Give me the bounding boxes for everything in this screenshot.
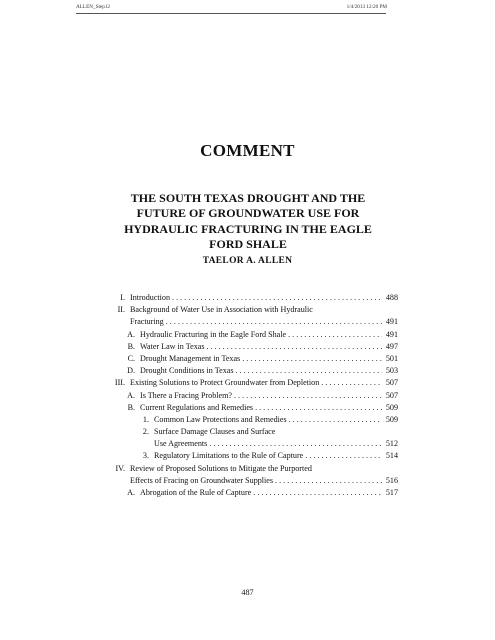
article-title (108, 191, 388, 253)
toc-entry-text: Water Law in Texas (140, 341, 205, 351)
toc-entry (103, 316, 398, 328)
toc-entry-text: Background of Water Use in Association with Hydraulic (130, 305, 313, 315)
dot-leader (206, 341, 382, 353)
toc-entry (103, 390, 398, 402)
dot-leader (172, 292, 382, 304)
table-of-contents (103, 292, 398, 499)
toc-entry-text: Surface Damage Clauses and Surface (154, 427, 276, 437)
toc-entry (103, 365, 398, 377)
toc-entry (103, 377, 398, 389)
toc-entry-text: Hydraulic Fracturing in the Eagle Ford Shale (140, 329, 287, 339)
toc-entry-number: 3. (142, 451, 149, 461)
toc-entry-page: 507 (385, 378, 398, 388)
toc-entry-text: Common Law Protections and Remedies (154, 414, 287, 424)
title-line: THE SOUTH TEXAS DROUGHT AND THE (130, 191, 366, 205)
toc-entry-line (140, 390, 398, 402)
toc-entry-line (154, 438, 398, 450)
toc-entry-text: Existing Solutions to Protect Groundwater from Depletion (130, 378, 320, 388)
toc-entry-number: A. (127, 488, 135, 497)
dot-leader (236, 365, 383, 377)
toc-entry-number: 1. (142, 414, 149, 424)
toc-entry-page: 517 (385, 488, 398, 497)
toc-entry-text: Abrogation of the Rule of Capture (140, 488, 252, 497)
toc-entry-line (154, 414, 398, 426)
toc-entry-text: Use Agreements (154, 439, 208, 449)
toc-entry-number: 2. (142, 427, 149, 437)
toc-entry-line (140, 341, 398, 353)
toc-entry-line (140, 402, 398, 414)
toc-entry-text: Introduction (130, 293, 171, 302)
dot-leader (166, 316, 382, 328)
toc-entry-text: Is There a Fracing Problem? (140, 390, 232, 400)
toc-entry-number: C. (127, 353, 135, 363)
toc-entry-line (140, 329, 398, 341)
toc-entry-line (130, 377, 398, 389)
toc-entry-text: Effects of Fracing on Groundwater Supplies (130, 475, 274, 485)
toc-entry-line (154, 450, 398, 462)
toc-entry-line (140, 487, 398, 499)
toc-entry-line (130, 475, 398, 487)
toc-entry-number: B. (127, 402, 135, 412)
toc-entry-number: III. (114, 378, 125, 388)
toc-entry-page: 516 (385, 475, 398, 485)
toc-entry-page: 497 (385, 341, 398, 351)
toc-entry-line (130, 304, 398, 316)
toc-entry-line (140, 353, 398, 365)
toc-entry-page: 512 (385, 439, 398, 449)
dot-leader (255, 402, 382, 414)
toc-entry-text: Drought Management in Texas (140, 353, 241, 363)
toc-entry (103, 463, 398, 475)
toc-entry-text: Regulatory Limitations to the Rule of Capture (154, 451, 304, 461)
toc-entry-number: A. (127, 390, 135, 400)
dot-leader (275, 475, 382, 487)
toc-entry-number: D. (127, 366, 135, 376)
toc-entry-page: 491 (385, 317, 398, 327)
toc-entry (103, 353, 398, 365)
toc-entry-text: Fracturing (130, 317, 164, 327)
toc-entry-page: 503 (385, 366, 398, 376)
toc-entry (103, 438, 398, 450)
toc-entry-page: 509 (385, 414, 398, 424)
toc-entry-number: II. (117, 305, 125, 315)
toc-entry-line (130, 463, 398, 475)
toc-entry-line (130, 316, 398, 328)
dot-leader (321, 377, 382, 389)
toc-entry-page: 514 (385, 451, 398, 461)
toc-entry-text: Review of Proposed Solutions to Mitigate the Purported (130, 463, 312, 473)
toc-entry (103, 450, 398, 462)
toc-entry-page: 509 (385, 402, 398, 412)
toc-entry (103, 304, 398, 316)
author-name: TAELOR A. ALLEN (202, 256, 293, 266)
page-number: 487 (241, 588, 254, 597)
toc-entry (103, 341, 398, 353)
toc-entry-line (140, 365, 398, 377)
toc-entry-number: I. (120, 293, 125, 302)
toc-entry (103, 402, 398, 414)
toc-entry-page: 501 (385, 353, 398, 363)
toc-entry (103, 292, 398, 304)
toc-entry-page: 488 (385, 293, 398, 302)
toc-entry (103, 329, 398, 341)
toc-entry-number: B. (127, 341, 135, 351)
toc-entry-page: 491 (385, 329, 398, 339)
header-rule (76, 13, 386, 14)
toc-entry (103, 414, 398, 426)
title-line: HYDRAULIC FRACTURING IN THE EAGLE (124, 221, 372, 236)
toc-entry-text: Drought Conditions in Texas (140, 366, 234, 376)
dot-leader (234, 390, 382, 402)
toc-entry-page: 507 (385, 390, 398, 400)
toc-entry (103, 426, 398, 438)
title-line: FUTURE OF GROUNDWATER USE FOR (136, 206, 360, 221)
dot-leader (305, 450, 382, 462)
running-header-left: ALLEN_Step12 (76, 4, 111, 10)
dot-leader (253, 487, 382, 499)
toc-entry (103, 487, 398, 499)
title-line: FORD SHALE (209, 237, 287, 252)
toc-entry (103, 475, 398, 487)
dot-leader (288, 329, 382, 341)
dot-leader (209, 438, 382, 450)
dot-leader (242, 353, 382, 365)
dot-leader (289, 414, 382, 426)
running-header-right: 1/4/2013 12:20 PM (346, 4, 387, 10)
toc-entry-line (154, 426, 398, 438)
toc-entry-line (130, 292, 398, 304)
toc-entry-number: A. (127, 329, 135, 339)
toc-entry-number: IV. (115, 463, 125, 473)
section-heading: COMMENT (200, 141, 295, 160)
toc-entry-text: Current Regulations and Remedies (140, 402, 254, 412)
